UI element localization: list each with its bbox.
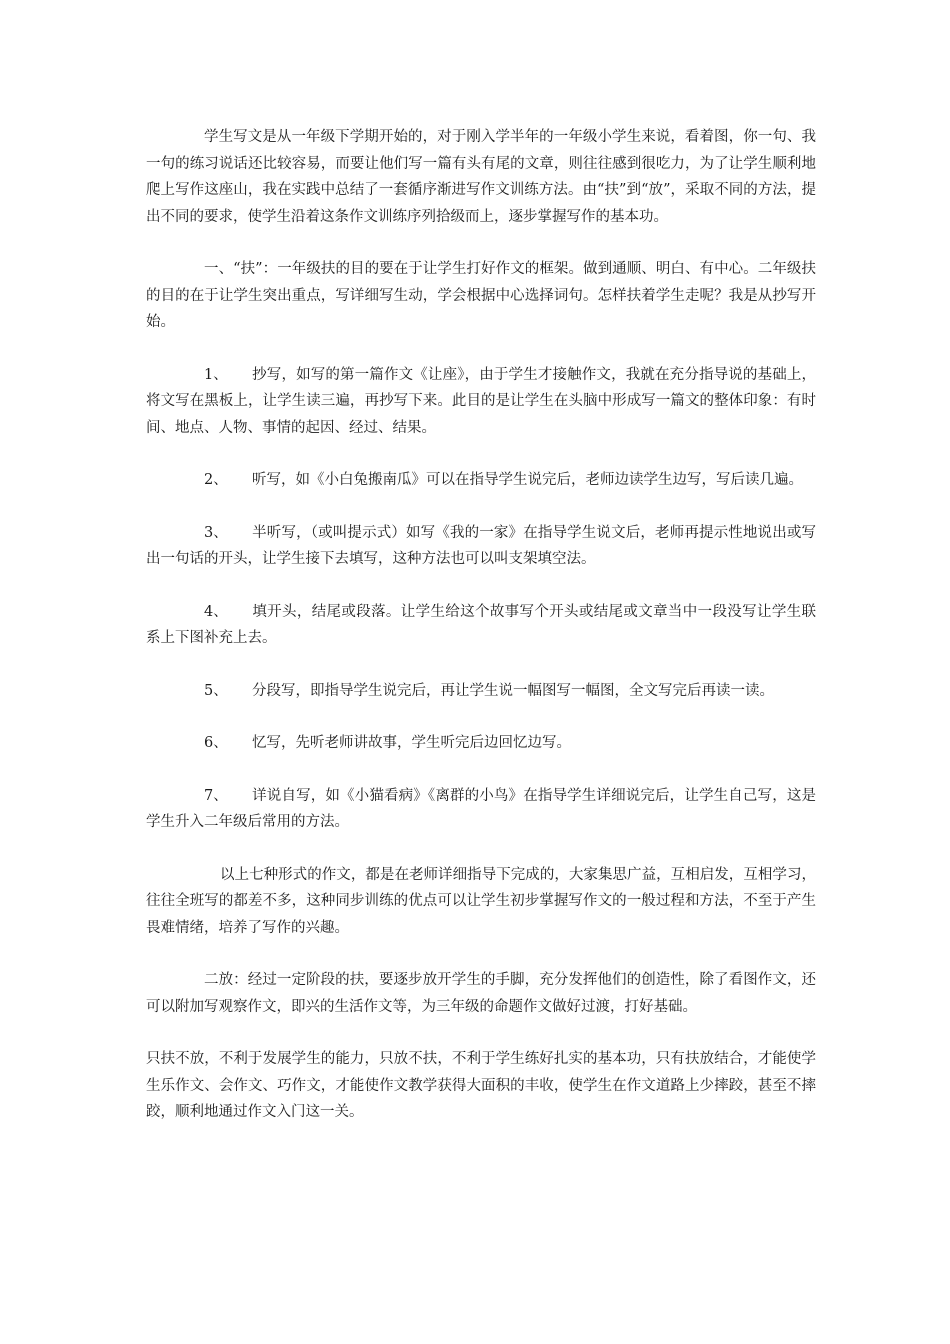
list-item: [146, 783, 816, 836]
list-item-number: 2、: [204, 472, 228, 488]
list-item-number: 4、: [204, 603, 228, 620]
list-item-text: 详说自写，如《小猫看病》《离群的小鸟》在指导学生详细说完后，让学生自己写，这是学生升入二年级后常用的方法。: [146, 787, 816, 830]
list-item: [146, 520, 816, 573]
list-item: [146, 678, 816, 705]
list-item-number: 5、: [204, 682, 228, 699]
list-item-text: 抄写，如写的第一篇作文《让座》，由于学生才接触作文，我就在充分指导说的基础上，将文写在黑板上，让学生读三遍，再抄写下来。此目的是让学生在头脑中形成写一篇文的整体印象：有时间、地点、人物、事情的起因、经过、结果。: [146, 366, 816, 436]
list-item: [146, 730, 816, 757]
conclusion-paragraph: 只扶不放，不利于发展学生的能力，只放不扶，不利于学生练好扎实的基本功，只有扶放结合，才能使学生乐作文、会作文、巧作文，才能使作文教学获得大面积的丰收，使学生在作文道路上少摔跤，甚至不摔跤，顺利地通过作文入门这一关。: [146, 1051, 816, 1120]
list-item-number: 1、: [204, 366, 228, 383]
list-item-number: 7、: [204, 787, 228, 804]
list-item-number: 3、: [204, 524, 228, 541]
summary-paragraph: 以上七种形式的作文，都是在老师详细指导下完成的，大家集思广益，互相启发，互相学习，往往全班写的都差不多，这种同步训练的优点可以让学生初步掌握写作文的一般过程和方法，不至于产生畏难情绪，培养了写作的兴趣。: [146, 866, 816, 936]
list-item-text: 分段写，即指导学生说完后，再让学生说一幅图写一幅图，全文写完后再读一读。: [252, 682, 774, 699]
list-item-text: 填开头，结尾或段落。让学生给这个故事写个开头或结尾或文章当中一段没写让学生联系上下图补充上去。: [146, 603, 816, 646]
list-item-number: 6、: [204, 735, 228, 751]
section-one-paragraph: 一、“扶”：一年级扶的目的要在于让学生打好作文的框架。做到通顺、明白、有中心。二年级扶的目的在于让学生突出重点，写详细写生动，学会根据中心选择词句。怎样扶着学生走呢？我是从抄写开始。: [146, 261, 816, 330]
list-item-text: 半听写，（或叫提示式）如写《我的一家》在指导学生说文后，老师再提示性地说出或写出一句话的开头，让学生接下去填写，这种方法也可以叫支架填空法。: [146, 524, 816, 567]
list-item-text: 听写，如《小白兔搬南瓜》可以在指导学生说完后，老师边读学生边写，写后读几遍。: [252, 472, 803, 488]
list-item: [146, 599, 816, 652]
list-item-text: 忆写，先听老师讲故事，学生听完后边回忆边写。: [252, 735, 571, 751]
list-item: [146, 362, 816, 442]
document-page: [146, 124, 816, 1152]
list-item: [146, 467, 816, 494]
intro-paragraph: 学生写文是从一年级下学期开始的，对于刚入学半年的一年级小学生来说，看着图，你一句、我一句的练习说话还比较容易，而要让他们写一篇有头有尾的文章，则往往感到很吃力，为了让学生顺利地爬上写作这座山，我在实践中总结了一套循序渐进写作文训练方法。由“扶”到“放”，采取不同的方法，提出不同的要求，使学生沿着这条作文训练序列拾级而上，逐步掌握写作的基本功。: [146, 129, 816, 225]
section-two-paragraph: 二放：经过一定阶段的扶，要逐步放开学生的手脚，充分发挥他们的创造性，除了看图作文，还可以附加写观察作文，即兴的生活作文等，为三年级的命题作文做好过渡，打好基础。: [146, 972, 816, 1015]
